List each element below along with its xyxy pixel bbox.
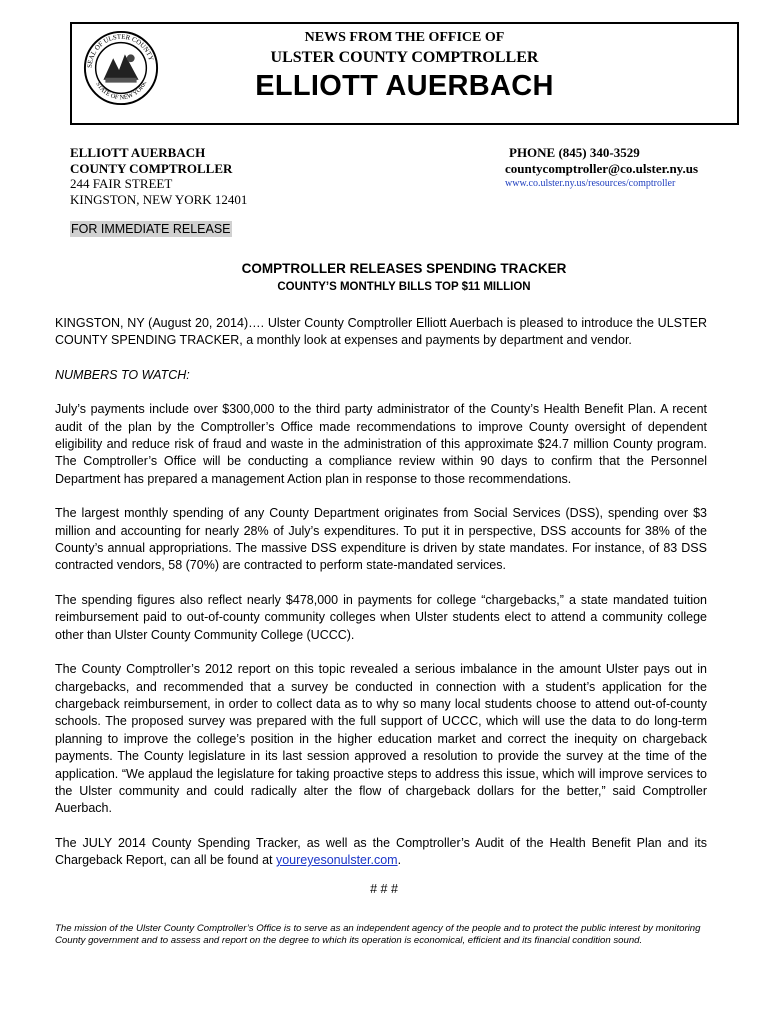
- paragraph-links-end: .: [397, 853, 402, 868]
- headline: COMPTROLLER RELEASES SPENDING TRACKER: [241, 261, 567, 276]
- contact-email[interactable]: countycomptroller@co.ulster.ny.us: [505, 160, 699, 176]
- paragraph-intro: KINGSTON, NY (August 20, 2014)…. Ulster County Comptroller Elliott Auerbach is pleased to introduce the ULSTER COUNTY SPENDING TRACKER, a monthly look at expenses and payments by department and vendor.: [55, 316, 707, 348]
- masthead-office: ULSTER COUNTY COMPTROLLER: [270, 49, 539, 66]
- svg-text:STATE OF NEW YORK: STATE OF NEW YORK: [94, 79, 149, 102]
- masthead-name: ELLIOTT AUERBACH: [255, 70, 554, 102]
- sender-street: 244 FAIR STREET: [70, 176, 173, 191]
- paragraph-links: [55, 835, 707, 870]
- paragraph-links-text: The JULY 2014 County Spending Tracker, as well as the Comptroller’s Audit of the Health Benefit Plan and its Chargeback Report, can all be found at: [55, 835, 707, 868]
- press-release-body: [55, 315, 707, 887]
- section-label: NUMBERS TO WATCH:: [55, 367, 190, 382]
- paragraph-health-plan: July’s payments include over $300,000 to the third party administrator of the County’s Health Benefit Plan. A recent audit of the plan by the Comptroller’s Office made recommendations to improve County oversight of dependent eligibility and reduce risk of fraud and waste in the administration of this approximate $24.7 million County program. The Comptroller’s Office will be conducting a compliance review within 90 days to confirm that the Personnel Department has prepared a management Action plan in response to those recommendations.: [55, 402, 707, 486]
- sender-name: ELLIOTT AUERBACH: [70, 145, 206, 160]
- contact-block: [505, 145, 698, 192]
- contact-phone: PHONE (845) 340-3529: [509, 145, 640, 160]
- youreyesonulster-link[interactable]: youreyesonulster.com: [275, 853, 398, 868]
- release-label: FOR IMMEDIATE RELEASE: [71, 222, 231, 236]
- masthead: [70, 22, 739, 125]
- paragraph-dss: The largest monthly spending of any County Department originates from Social Services (DSS), spending over $3 million and accounting for nearly 28% of July’s expenditures. To put it in perspective, DSS accounts for 38% of the County’s annual appropriations. The massive DSS expenditure is driven by state mandates. For instance, of 83 DSS contracted vendors, 58 (70%) are contracted to perform state-mandated services.: [55, 506, 707, 573]
- sender-title: COUNTY COMPTROLLER: [70, 160, 233, 176]
- subheadline: COUNTY’S MONTHLY BILLS TOP $11 MILLION: [277, 281, 531, 293]
- mission-statement: The mission of the Ulster County Comptroller’s Office is to serve as an independent agency of the people and to protect the public interest by monitoring County government and to assess and report on the degree to which its operation is economical, efficient and its financial condition sound.: [55, 923, 701, 946]
- masthead-line1: NEWS FROM THE OFFICE OF: [304, 30, 505, 45]
- paragraph-report: The County Comptroller’s 2012 report on this topic revealed a serious imbalance in the amount Ulster pays out in chargebacks, and recommended that a survey be conducted in connection with a student’s application for the chargeback reimbursement, in order to collect data as to why so many local students choose to attend out-of-county schools. The proposed survey was prepared with the full support of UCCC, which will use the data to do long-term planning to improve the college’s position in the higher education market and correct the inequity on chargeback payments. The County legislature in its last session approved a resolution to provide the survey at the time of the application. “We applaud the legislature for taking proactive steps to address this issue, which will improve services to the Ulster community and could radically alter the flow of chargeback dollars for the better,” said Comptroller Auerbach.: [55, 662, 707, 816]
- end-marks: # # #: [370, 882, 398, 896]
- svg-text:SEAL OF ULSTER COUNTY: SEAL OF ULSTER COUNTY: [86, 33, 155, 69]
- sender-city: KINGSTON, NEW YORK 12401: [70, 191, 248, 207]
- contact-website-link[interactable]: www.co.ulster.ny.us/resources/comptroller: [505, 178, 676, 189]
- paragraph-chargebacks: The spending figures also reflect nearly $478,000 in payments for college “chargebacks,” a state mandated tuition reimbursement paid to out-of-county community colleges when Ulster students elect to attend a community college other than Ulster County Community College (UCCC).: [55, 592, 707, 642]
- sender-address: [70, 145, 247, 207]
